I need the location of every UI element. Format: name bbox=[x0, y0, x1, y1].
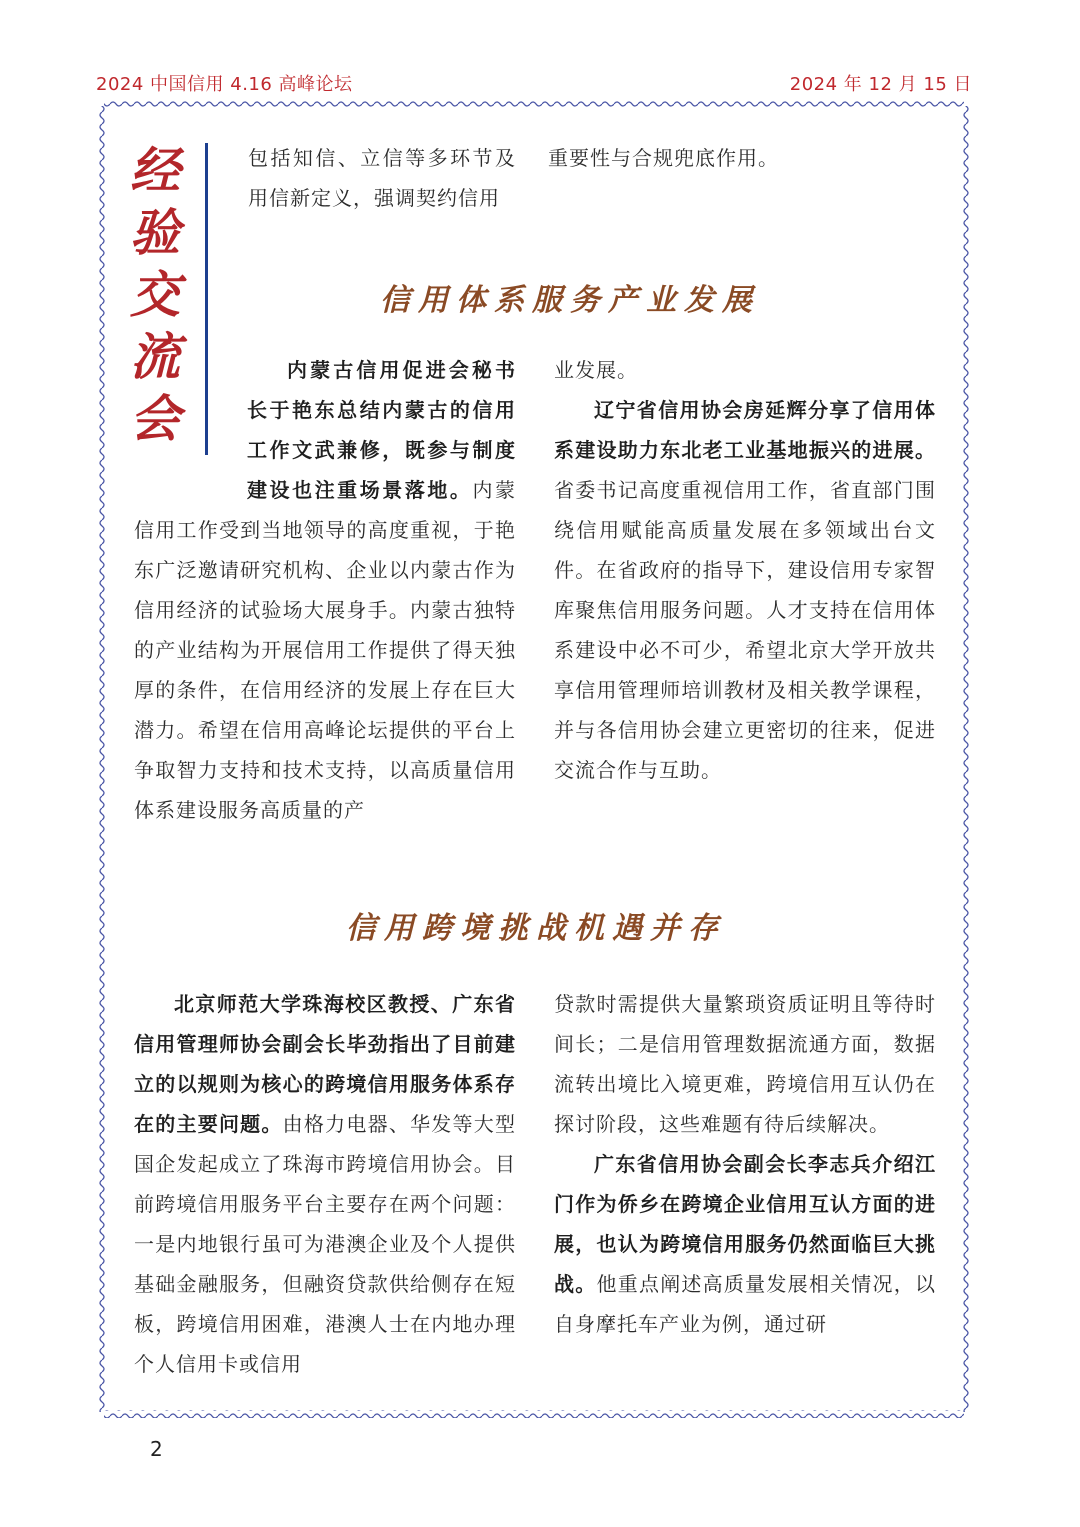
column-title: 经 验 交 流 会 bbox=[130, 141, 180, 448]
page-number: 2 bbox=[150, 1437, 163, 1461]
section1-left-column: 内蒙古信用促进会秘书长于艳东总结内蒙古的信用工作文武兼修，既参与制度建设也注重场景落地。内蒙信用工作受到当地领导的高度重视，于艳东广泛邀请研究机构、企业以内蒙古作为信用经济的试验场大展身手。内蒙古独特的产业结构为开展信用工作提供了得天独厚的条件，在信用经济的发展上存在巨大潜力。希望在信用高峰论坛提供的平台上争取智力支持和技术支持，以高质量信用体系建设服务高质量的产 bbox=[134, 358, 517, 822]
section-heading-2: 信用跨境挑战机遇并存 bbox=[346, 911, 726, 946]
section-heading-1: 信用体系服务产业发展 bbox=[380, 283, 760, 318]
section1-right-column: 业发展。 辽宁省信用协会房延辉分享了信用体系建设助力东北老工业基地振兴的进展。省委书记高度重视信用工作，省直部门围绕信用赋能高质量发展在多领域出台文件。在省政府的指导下，建设信用专家智库聚焦信用服务问题。人才支持在信用体系建设中必不可少，希望北京大学开放共享信用管理师培训教材及相关教学课程，并与各信用协会建立更密切的往来，促进交流合作与互助。 bbox=[554, 358, 936, 782]
top-left-paragraph: 包括知信、立信等多环节及用信新定义，强调契约信用 bbox=[248, 146, 516, 210]
section1-right-lead: 辽宁省信用协会房延辉分享了信用体系建设助力东北老工业基地振兴的进展。 bbox=[554, 398, 936, 462]
section1-lead: 内蒙古信用促进会秘书长于艳东总结内蒙古的信用工作文武兼修，既参与制度建设也注重场景落地。 bbox=[247, 358, 516, 502]
header-date: 2024 年 12 月 15 日 bbox=[789, 74, 972, 95]
section2-right-column: 贷款时需提供大量繁琐资质证明且等待时间长；二是信用管理数据流通方面，数据流转出境比入境更难，跨境信用互认仍在探讨阶段，这些难题有待后续解决。 广东省信用协会副会长李志兵介绍江门作为侨乡在跨境企业信用互认方面的进展，也认为跨境信用服务仍然面临巨大挑战。他重点阐述高质量发展相关情况，以自身摩托车产业为例，通过研 bbox=[554, 992, 937, 1336]
section2-lead: 北京师范大学珠海校区教授、广东省信用管理师协会副会长毕劲指出了目前建立的以规则为核心的跨境信用服务体系存在的主要问题。 bbox=[134, 992, 516, 1136]
top-right-paragraph: 重要性与合规兜底作用。 bbox=[548, 146, 779, 170]
header-left: 2024 中国信用 4.16 高峰论坛 bbox=[96, 74, 353, 95]
section2-left-column: 北京师范大学珠海校区教授、广东省信用管理师协会副会长毕劲指出了目前建立的以规则为核心的跨境信用服务体系存在的主要问题。由格力电器、华发等大型国企发起成立了珠海市跨境信用协会。目前跨境信用服务平台主要存在两个问题：一是内地银行虽可为港澳企业及个人提供基础金融服务，但融资贷款供给侧存在短板，跨境信用困难，港澳人士在内地办理个人信用卡或信用 bbox=[134, 992, 517, 1376]
section2-right-lead: 广东省信用协会副会长李志兵介绍江门作为侨乡在跨境企业信用互认方面的进展，也认为跨境信用服务仍然面临巨大挑战。 bbox=[554, 1152, 936, 1296]
